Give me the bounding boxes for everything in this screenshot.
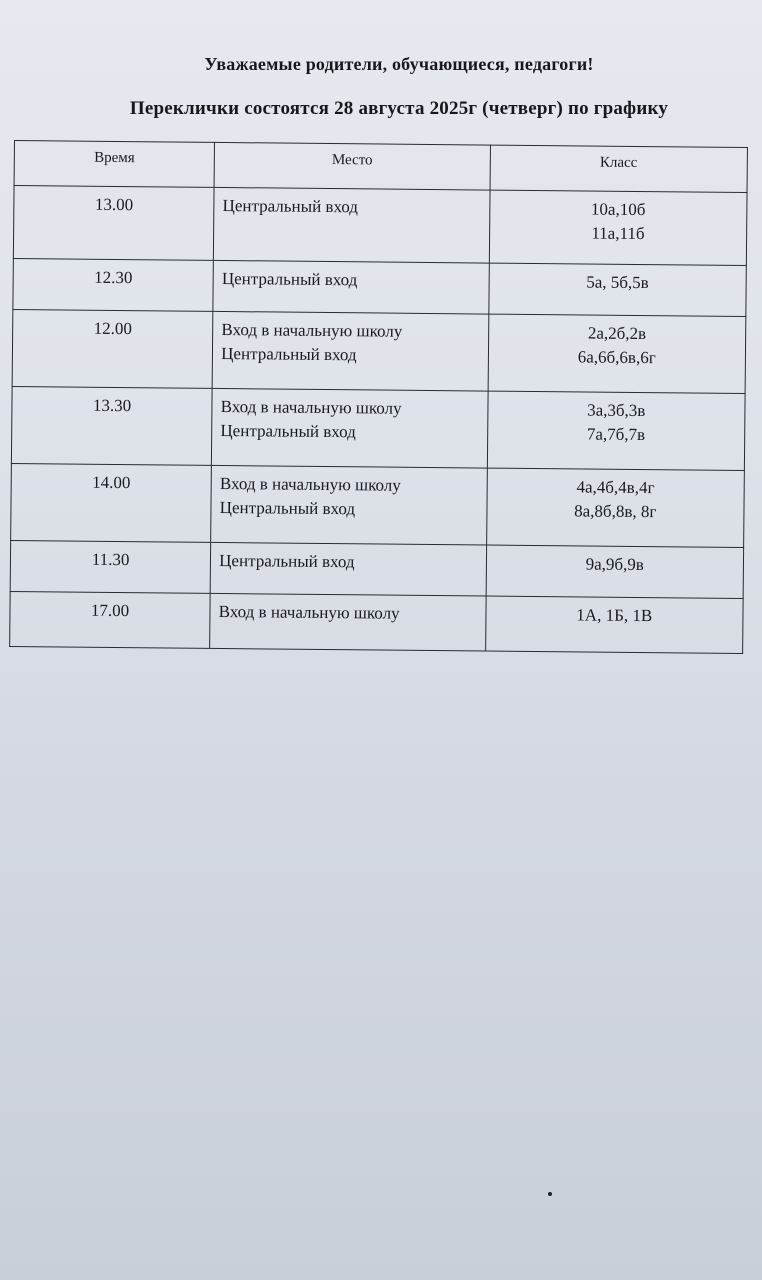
place-cell	[210, 593, 486, 651]
class-line: 8а,8б,8в, 8г	[574, 501, 657, 522]
place-line: Центральный вход	[221, 269, 358, 290]
place-cell	[212, 311, 488, 391]
place-line: Вход в начальную школу	[218, 601, 400, 623]
paper-speck	[548, 1192, 552, 1196]
table-row	[10, 540, 743, 598]
time-cell: 12.00	[12, 309, 213, 388]
class-line: 9а,9б,9в	[585, 554, 644, 575]
table-row	[10, 591, 743, 653]
place-cell	[211, 465, 487, 545]
time-cell: 12.30	[13, 258, 214, 311]
class-cell	[489, 190, 747, 265]
place-line: Центральный вход	[219, 497, 356, 519]
class-cell	[489, 263, 747, 316]
class-line: 11а,11б	[591, 223, 645, 244]
class-line: 7а,7б,7в	[586, 424, 646, 445]
place-line: Центральный вход	[222, 196, 359, 217]
class-line: 5а, 5б,5в	[586, 272, 649, 293]
place-cell	[210, 542, 486, 596]
announcement-heading: Переклички состоятся 28 августа 2025г (четверг) по графику	[129, 98, 669, 119]
place-line: Вход в начальную школу	[220, 396, 402, 418]
header-place: Место	[214, 142, 490, 190]
table-row	[11, 463, 745, 547]
class-cell	[486, 468, 744, 547]
time-cell: 11.30	[10, 540, 211, 593]
place-cell	[214, 187, 490, 263]
place-line: Центральный вход	[219, 550, 355, 572]
place-cell	[212, 388, 488, 468]
schedule-table	[9, 140, 748, 654]
class-line: 3а,3б,3в	[587, 400, 646, 421]
class-cell	[488, 314, 746, 393]
table-row	[12, 309, 746, 393]
place-line: Вход в начальную школу	[219, 473, 401, 495]
time-cell: 13.00	[13, 186, 214, 261]
class-line: 10а,10б	[590, 199, 646, 220]
class-cell	[485, 596, 743, 653]
place-line: Центральный вход	[220, 420, 356, 442]
place-cell	[213, 260, 489, 314]
class-line: 4а,4б,4в,4г	[576, 477, 655, 498]
class-cell	[487, 391, 745, 470]
class-line: 2а,2б,2в	[587, 323, 647, 344]
class-line: 6а,6б,6в,6г	[577, 347, 656, 368]
table-row	[11, 386, 745, 470]
time-cell: 13.30	[11, 386, 212, 465]
time-cell: 14.00	[11, 463, 212, 542]
table-row	[13, 258, 746, 316]
class-line: 1А, 1Б, 1В	[576, 605, 653, 626]
header-time: Время	[14, 141, 215, 188]
table-header-row	[14, 141, 747, 193]
table-row	[13, 186, 747, 266]
greeting-heading: Уважаемые родители, обучающиеся, педагоги!	[204, 54, 594, 74]
place-line: Вход в начальную школу	[221, 320, 403, 341]
class-cell	[486, 545, 744, 598]
place-line: Центральный вход	[221, 343, 357, 365]
time-cell: 17.00	[10, 591, 211, 648]
header-class: Класс	[490, 145, 748, 192]
